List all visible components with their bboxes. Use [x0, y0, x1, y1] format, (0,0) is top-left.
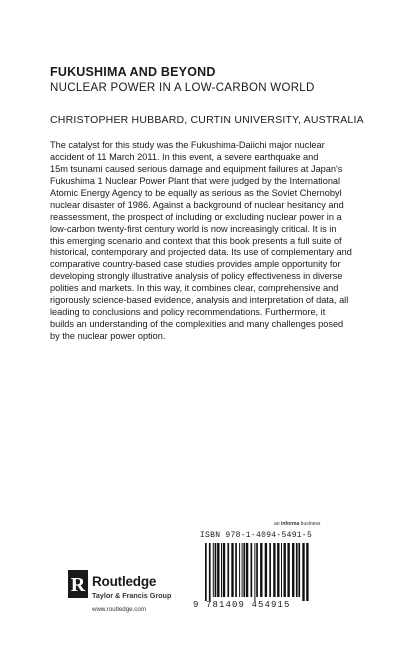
barcode-bar — [284, 543, 286, 597]
publisher-url: www.routledge.com — [92, 606, 146, 613]
blurb-line: comparative country-based case studies provides ample opportunity for — [50, 259, 341, 270]
informa-prefix: an — [274, 521, 281, 527]
barcode-number: 9 781409 454915 — [193, 600, 291, 610]
blurb-line: developing strongly illustrative analysis of policy effectiveness in diverse — [50, 271, 343, 282]
blurb-line: historical, contemporary and projected data. Its use of complementary and — [50, 247, 352, 258]
publisher-name: Routledge — [92, 574, 157, 589]
blurb-line: The catalyst for this study was the Fukushima-Daiichi major nuclear — [50, 140, 325, 150]
blurb-line: Atomic Energy Agency to be equally as serious as the Soviet Chernobyl — [50, 187, 342, 198]
blurb-line: Fukushima 1 Nuclear Power Plant that were judged by the International — [50, 175, 341, 186]
barcode-bar — [256, 543, 258, 597]
barcode-bar — [246, 543, 248, 597]
barcode-bar — [242, 543, 243, 597]
barcode-bar — [292, 543, 294, 597]
barcode-bar — [209, 543, 211, 601]
blurb-line: this emerging scenario and context that this book presents a full suite of — [50, 235, 342, 246]
blurb-line: 15m tsunami caused serious damage and equipment failures at Japan's — [50, 163, 343, 174]
barcode-bar — [251, 543, 253, 597]
barcode-bar — [231, 543, 233, 597]
barcode-bar — [217, 543, 219, 597]
barcode-bar — [296, 543, 298, 597]
barcode-bar — [302, 543, 304, 601]
barcode-bar — [287, 543, 289, 597]
blurb-line: reassessment, the prospect of including or excluding nuclear power in a — [50, 211, 342, 222]
barcode-bar — [227, 543, 229, 597]
routledge-logo-icon — [68, 570, 88, 598]
barcode-bar — [243, 543, 245, 597]
blurb-line: accident of 11 March 2011. In this event, a severe earthquake and — [50, 151, 319, 162]
blurb-line: nuclear disaster of 1986. Against a background of nuclear hesitancy and — [50, 199, 344, 210]
publisher-group: Taylor & Francis Group — [92, 591, 172, 600]
barcode-bar — [223, 543, 225, 597]
blurb-line: leading to conclusions and policy recommendations. Furthermore, it — [50, 307, 326, 318]
barcode-bar — [215, 543, 217, 597]
informa-suffix: business — [299, 521, 321, 527]
barcode-bar — [213, 543, 214, 597]
informa-brand: informa — [280, 521, 300, 527]
barcode-bar — [235, 543, 237, 597]
barcode-bar — [269, 543, 271, 597]
blurb-line: rigorously science-based evidence, analysis and interpretation of data, all — [50, 295, 349, 306]
barcode-bar — [277, 543, 279, 597]
barcode-bar — [265, 543, 267, 597]
barcode-bars — [201, 543, 313, 601]
blurb-line: low-carbon twenty-first century world is now increasingly critical. It is in — [50, 223, 337, 234]
barcode-bar — [260, 543, 262, 597]
blurb-line: polities and markets. In this way, it combines clear, comprehensive and — [50, 283, 339, 294]
blurb-paragraph — [50, 140, 368, 343]
isbn-label: ISBN 978-1-4094-5491-5 — [199, 531, 313, 540]
barcode-bar — [221, 543, 222, 597]
logo-letter: R — [70, 574, 86, 596]
book-subtitle: NUCLEAR POWER IN A LOW-CARBON WORLD — [50, 82, 315, 94]
barcode-bar — [254, 543, 255, 601]
barcode-bar — [298, 543, 300, 597]
blurb-line: by the nuclear power option. — [50, 331, 166, 341]
barcode-bar — [205, 543, 207, 601]
barcode-bar — [306, 543, 308, 601]
barcode-bar — [273, 543, 275, 597]
barcode-bar — [239, 543, 240, 597]
informa-business-tag — [274, 521, 320, 527]
barcode-bar — [281, 543, 282, 597]
author-line: CHRISTOPHER HUBBARD, CURTIN UNIVERSITY, AUSTRALIA — [50, 114, 364, 126]
book-title: FUKUSHIMA AND BEYOND — [50, 65, 216, 79]
blurb-line: builds an understanding of the complexities and many challenges posed — [50, 319, 344, 330]
